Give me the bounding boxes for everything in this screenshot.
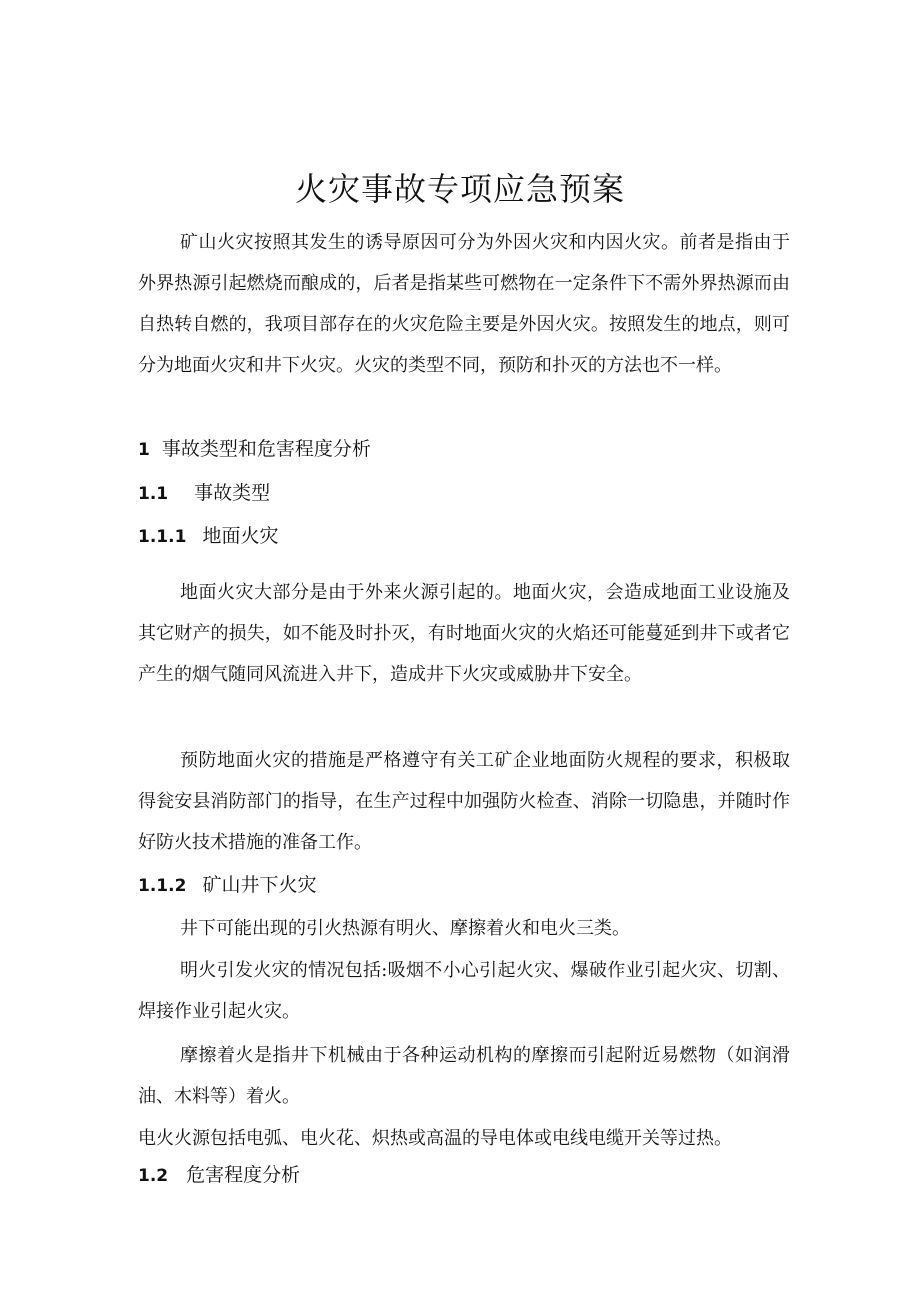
heading-number: 1.1 xyxy=(138,484,169,504)
mine-fire-paragraph-1: 井下可能出现的引火热源有明火、摩擦着火和电火三类。 xyxy=(180,918,630,939)
heading-1 xyxy=(138,434,790,465)
heading-text: 事故类型 xyxy=(194,482,271,504)
heading-text: 危害程度分析 xyxy=(186,1164,301,1186)
mine-fire-paragraph-3: 摩擦着火是指井下机械由于各种运动机构的摩擦而引起附近易燃物（如润滑油、木料等）着火。 xyxy=(138,1045,790,1107)
heading-number: 1 xyxy=(138,440,150,460)
surface-fire-paragraph-1: 地面火灾大部分是由于外来火源引起的。地面火灾，会造成地面工业设施及其它财产的损失，如不能及时扑灭，有时地面火灾的火焰还可能蔓延到井下或者它产生的烟气随同风流进入井下，造成井下火灾或威胁井下安全。 xyxy=(138,582,790,685)
heading-number: 1.1.1 xyxy=(138,527,187,547)
heading-number: 1.1.2 xyxy=(138,876,187,896)
heading-1-1 xyxy=(138,478,790,509)
heading-text: 矿山井下火灾 xyxy=(202,874,317,896)
document-title: 火灾事故专项应急预案 xyxy=(294,170,625,208)
surface-fire-paragraph-2: 预防地面火灾的措施是严格遵守有关工矿企业地面防火规程的要求，积极取得瓮安县消防部门的指导，在生产过程中加强防火检查、消除一切隐患，并随时作好防火技术措施的准备工作。 xyxy=(138,750,790,853)
mine-fire-paragraph-4: 电火火源包括电弧、电火花、炽热或高温的导电体或电线电缆开关等过热。 xyxy=(138,1128,732,1149)
heading-text: 地面火灾 xyxy=(202,525,279,547)
heading-1-1-1 xyxy=(138,521,790,552)
heading-number: 1.2 xyxy=(138,1166,169,1186)
heading-1-1-2 xyxy=(138,870,790,901)
heading-text: 事故类型和危害程度分析 xyxy=(161,438,371,460)
heading-1-2 xyxy=(138,1160,790,1191)
intro-paragraph: 矿山火灾按照其发生的诱导原因可分为外因火灾和内因火灾。前者是指由于外界热源引起燃烧而酿成的，后者是指某些可燃物在一定条件下不需外界热源而由自热转自燃的，我项目部存在的火灾危险主要是外因火灾。按照发生的地点，则可分为地面火灾和井下火灾。火灾的类型不同，预防和扑灭的方法也不一样。 xyxy=(138,232,790,376)
mine-fire-paragraph-2: 明火引发火灾的情况包括:吸烟不小心引起火灾、爆破作业引起火灾、切割、焊接作业引起火灾。 xyxy=(138,960,790,1022)
